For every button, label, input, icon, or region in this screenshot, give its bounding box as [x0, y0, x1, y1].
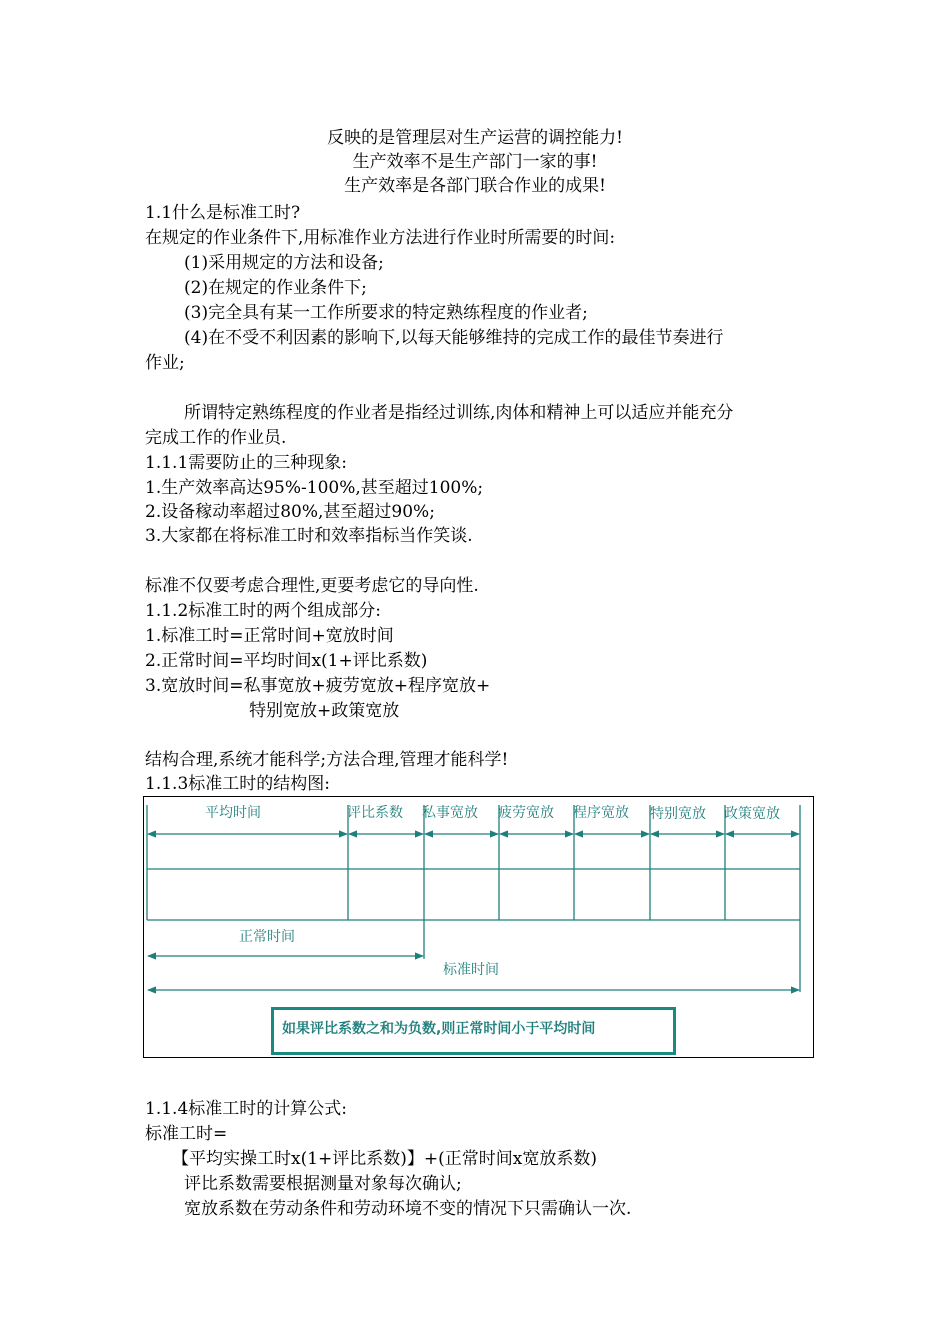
list-item: (2)在规定的作业条件下; — [184, 278, 367, 298]
list-item-continuation: 特别宽放+政策宽放 — [249, 701, 400, 721]
note-paragraph-line-2: 完成工作的作业员. — [145, 428, 287, 448]
list-item: 1.生产效率高达95%-100%,甚至超过100%; — [145, 478, 484, 498]
remark-structure: 结构合理,系统才能科学;方法合理,管理才能科学! — [145, 750, 509, 770]
list-item-continuation: 作业; — [145, 353, 185, 373]
label-average-time: 平均时间 — [205, 805, 261, 821]
formula-text: 【平均实操工时x(1+评比系数)】+(正常时间x宽放系数) — [172, 1149, 598, 1169]
list-item: (1)采用规定的方法和设备; — [184, 253, 384, 273]
formula-note: 评比系数需要根据测量对象每次确认; — [184, 1174, 462, 1194]
standard-time-structure-diagram — [143, 796, 814, 1058]
definition-text: 在规定的作业条件下,用标准作业方法进行作业时所需要的时间: — [145, 228, 616, 248]
section-1-1-heading: 1.1什么是标准工时? — [145, 203, 301, 223]
intro-line-2: 生产效率不是生产部门一家的事! — [352, 152, 598, 172]
intro-line-1: 反映的是管理层对生产运营的调控能力! — [327, 128, 623, 148]
list-item: 1.标准工时=正常时间+宽放时间 — [145, 626, 394, 646]
label-personal-allowance: 私事宽放 — [422, 805, 478, 821]
formula-lead: 标准工时= — [145, 1124, 228, 1144]
label-rating-factor: 评比系数 — [347, 805, 403, 821]
list-item: 3.宽放时间=私事宽放+疲劳宽放+程序宽放+ — [145, 676, 491, 696]
intro-line-3: 生产效率是各部门联合作业的成果! — [344, 176, 606, 196]
label-special-allowance: 特别宽放 — [650, 806, 706, 822]
label-fatigue-allowance: 疲劳宽放 — [498, 805, 554, 821]
formula-note: 宽放系数在劳动条件和劳动环境不变的情况下只需确认一次. — [184, 1199, 632, 1219]
list-item: 2.设备稼动率超过80%,甚至超过90%; — [145, 502, 435, 522]
section-1-1-3-heading: 1.1.3标准工时的结构图: — [145, 774, 330, 794]
list-item: 2.正常时间=平均时间x(1+评比系数) — [145, 651, 428, 671]
diagram-note-text: 如果评比系数之和为负数,则正常时间小于平均时间 — [282, 1021, 596, 1037]
remark-orientation: 标准不仅要考虑合理性,更要考虑它的导向性. — [145, 576, 479, 596]
section-1-1-4-heading: 1.1.4标准工时的计算公式: — [145, 1099, 347, 1119]
label-policy-allowance: 政策宽放 — [724, 806, 780, 822]
label-procedure-allowance: 程序宽放 — [573, 805, 629, 821]
list-item: 3.大家都在将标准工时和效率指标当作笑谈. — [145, 526, 473, 546]
note-paragraph-line-1: 所谓特定熟练程度的作业者是指经过训练,肉体和精神上可以适应并能充分 — [184, 403, 734, 423]
label-standard-time: 标准时间 — [443, 962, 499, 978]
list-item: (4)在不受不利因素的影响下,以每天能够维持的完成工作的最佳节奏进行 — [184, 328, 724, 348]
label-normal-time: 正常时间 — [239, 929, 295, 945]
diagram-note-box — [271, 1007, 676, 1055]
section-1-1-2-heading: 1.1.2标准工时的两个组成部分: — [145, 601, 381, 621]
section-1-1-1-heading: 1.1.1需要防止的三种现象: — [145, 453, 347, 473]
list-item: (3)完全具有某一工作所要求的特定熟练程度的作业者; — [184, 303, 588, 323]
